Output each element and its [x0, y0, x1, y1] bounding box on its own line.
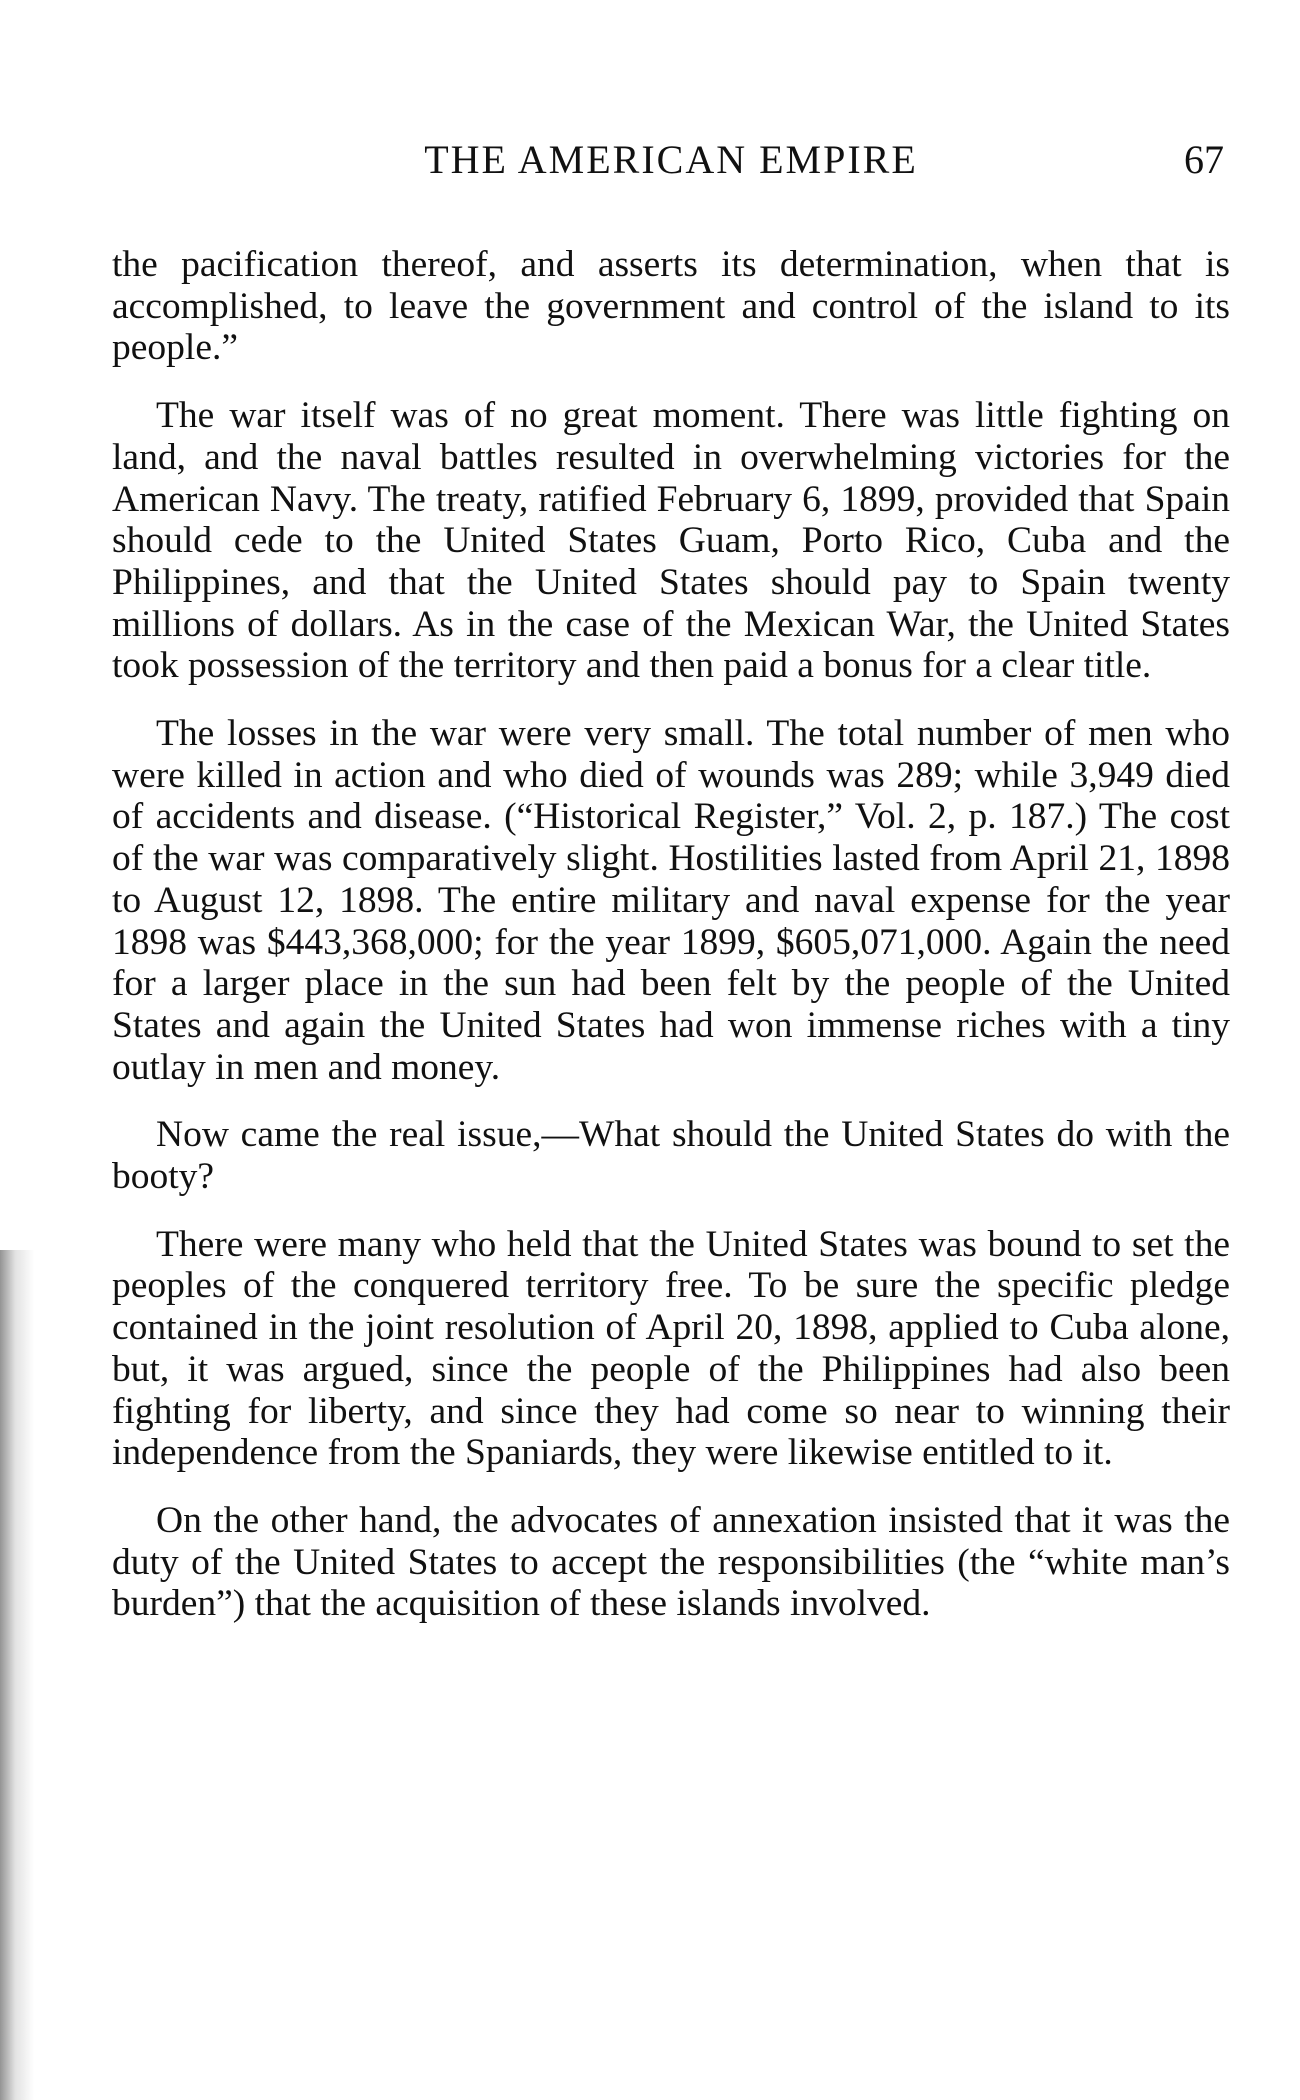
running-title: THE AMERICAN EMPIRE: [424, 137, 918, 182]
page-number: 67: [1184, 137, 1224, 182]
body-text: [112, 244, 1230, 1651]
paragraph-annexation-argument: On the other hand, the advocates of annexation insisted that it was the duty of the United States to accept the responsibilities (the “white man’s burden”) that the acquisition of these islands involved.: [112, 1499, 1230, 1625]
paragraph-war-itself: The war itself was of no great moment. There was little fighting on land, and the naval battles resulted in overwhelming victories for the American Navy. The treaty, ratified February 6, 1899, provided that Spain should cede to the United States Guam, Porto Rico, Cuba and the Philippines, and that the United States should pay to Spain twenty millions of dollars. As in the case of the Mexican War, the United States took possession of the territory and then paid a bonus for a clear title.: [112, 395, 1230, 687]
paragraph-real-issue: Now came the real issue,—What should the United States do with the booty?: [112, 1114, 1230, 1198]
paragraph-losses: The losses in the war were very small. The total number of men who were killed in action and who died of wounds was 289; while 3,949 died of accidents and disease. (“Historical Register,” Vol. 2, p. 187.) The cost of the war was comparatively slight. Hostilities lasted from April 21, 1898 to August 12, 1898. The entire military and naval expense for the year 1898 was $443,368,000; for the year 1899, $605,071,000. Again the need for a larger place in the sun had been felt by the people of the United States and again the United States had won immense riches with a tiny outlay in men and money.: [112, 713, 1230, 1088]
page-header: [118, 132, 1224, 188]
page-edge-shadow: [0, 1250, 34, 2100]
paragraph-independence-argument: There were many who held that the United States was bound to set the peoples of the conquered territory free. To be sure the specific pledge contained in the joint resolution of April 20, 1898, applied to Cuba alone, but, it was argued, since the people of the Philippines had also been fighting for liberty, and since they had come so near to winning their independence from the Spaniards, they were likewise entitled to it.: [112, 1223, 1230, 1474]
paragraph-continuation: the pacification thereof, and asserts its determination, when that is accomplished, to leave the government and control of the island to its people.”: [112, 244, 1230, 369]
